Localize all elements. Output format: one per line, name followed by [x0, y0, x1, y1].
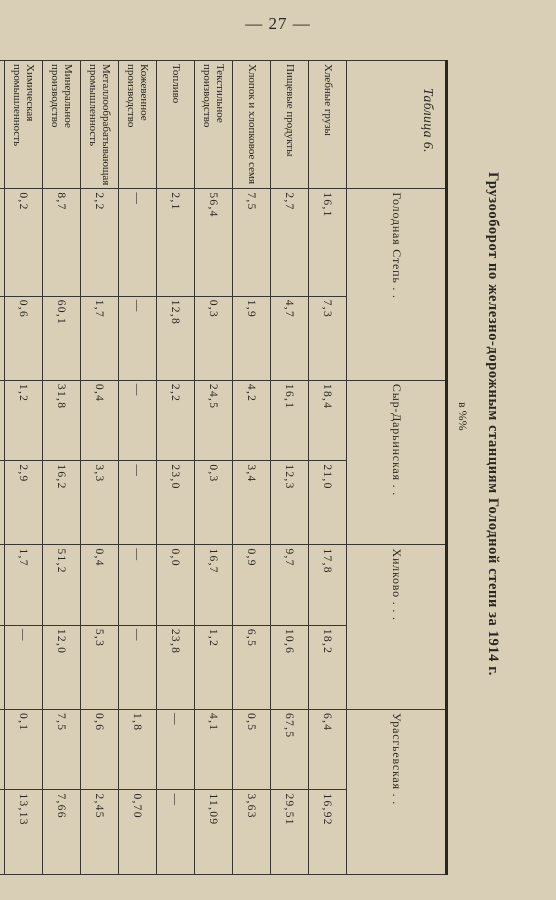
table-cell: 12,8: [157, 296, 195, 380]
table-cell: 10,6: [271, 625, 309, 709]
station-header: Сыр-Дарьинская . .: [347, 380, 447, 545]
table-cell: [0, 461, 5, 545]
table-cell: 29,51: [271, 790, 309, 874]
table-label: Таблица 6.: [421, 88, 436, 154]
table-cell: —: [119, 296, 157, 380]
table-cell: 5,3: [81, 625, 119, 709]
table-cell: 12,3: [271, 461, 309, 545]
table-cell: 7,5: [43, 710, 81, 790]
table-cell: [0, 625, 5, 709]
table-cell: 0,6: [81, 710, 119, 790]
table-cell: —: [157, 710, 195, 790]
table-cell: 6,4: [309, 710, 347, 790]
table-cell: 3,63: [233, 790, 271, 874]
row-label: Кожевенное производство: [119, 61, 157, 189]
table-cell: 7,66: [43, 790, 81, 874]
table-cell: 7,3: [309, 296, 347, 380]
table-cell: 4,1: [195, 710, 233, 790]
table-cell: —: [119, 625, 157, 709]
row-label: Текстильное производство: [195, 61, 233, 189]
table-row: [81, 61, 119, 875]
table-cell: 0,4: [81, 380, 119, 460]
table-cell: [0, 790, 5, 874]
table-cell: 4,7: [271, 296, 309, 380]
table-cell: 18,2: [309, 625, 347, 709]
table-cell: 8,7: [43, 189, 81, 296]
table-cell: 2,2: [81, 189, 119, 296]
table-cell: 3,4: [233, 461, 271, 545]
corner-cell: [347, 61, 447, 189]
table-cell: 2,2: [157, 380, 195, 460]
table-cell: 2,9: [5, 461, 43, 545]
table-cell: 0,3: [195, 296, 233, 380]
table-cell: 21,0: [309, 461, 347, 545]
table-cell: 0,9: [233, 545, 271, 625]
table-cell: 0,3: [195, 461, 233, 545]
rotated-table-page: [0, 52, 500, 862]
table-cell: —: [157, 790, 195, 874]
table-cell: 16,1: [271, 380, 309, 460]
table-cell: 1,2: [195, 625, 233, 709]
station-header: Голодная Степь . .: [347, 189, 447, 381]
row-label: Минеральное производство: [43, 61, 81, 189]
row-label: Хлебные грузы: [309, 61, 347, 189]
row-label: Хлопок и хлопковое семя: [233, 61, 271, 189]
units-label: в %%: [456, 402, 470, 431]
table-cell: 1,8: [119, 710, 157, 790]
table-cell: 7,5: [233, 189, 271, 296]
table-cell: 67,5: [271, 710, 309, 790]
table-cell: [0, 545, 5, 625]
row-label: Металлообрабатывающая промышленность: [81, 61, 119, 189]
table-cell: 0,2: [5, 189, 43, 296]
table-cell: 13,13: [5, 790, 43, 874]
table-cell: 31,8: [43, 380, 81, 460]
table-title: Грузооборот по железно-дорожным станциям Голодной степи за 1914 г.: [485, 172, 501, 677]
table-cell: [0, 380, 5, 460]
table-cell: 23,8: [157, 625, 195, 709]
table-cell: —: [5, 625, 43, 709]
table-cell: 2,45: [81, 790, 119, 874]
table-row: [0, 61, 5, 875]
table-cell: 16,1: [309, 189, 347, 296]
table-cell: 18,4: [309, 380, 347, 460]
table-cell: 16,92: [309, 790, 347, 874]
table-row: [271, 61, 309, 875]
table-cell: 0,4: [81, 545, 119, 625]
page-number: — 27 —: [245, 14, 311, 33]
table-cell: —: [119, 461, 157, 545]
table-row: [157, 61, 195, 875]
table-cell: —: [119, 189, 157, 296]
table-cell: 0,0: [157, 545, 195, 625]
table-cell: [0, 189, 5, 296]
table-row: [5, 61, 43, 875]
table-row: [119, 61, 157, 875]
table-cell: 60,1: [43, 296, 81, 380]
table-cell: 2,1: [157, 189, 195, 296]
row-label: Пищевые продукты: [271, 61, 309, 189]
table-cell: 24,5: [195, 380, 233, 460]
table-row: [195, 61, 233, 875]
table-cell: 2,7: [271, 189, 309, 296]
table-cell: —: [119, 545, 157, 625]
table-cell: 0,6: [5, 296, 43, 380]
row-label: Топливо: [157, 61, 195, 189]
table-cell: 16,7: [195, 545, 233, 625]
table-cell: 9,7: [271, 545, 309, 625]
row-label: Химическая промышленность: [5, 61, 43, 189]
table-cell: 23,0: [157, 461, 195, 545]
table-cell: 1,9: [233, 296, 271, 380]
table-cell: 56,4: [195, 189, 233, 296]
table-row: [233, 61, 271, 875]
row-label: [0, 61, 5, 189]
freight-table: [0, 60, 448, 875]
table-cell: 17,8: [309, 545, 347, 625]
station-header: Хилково . . .: [347, 545, 447, 710]
table-cell: 51,2: [43, 545, 81, 625]
table-cell: 1,7: [5, 545, 43, 625]
table-cell: 4,2: [233, 380, 271, 460]
table-cell: [0, 710, 5, 790]
table-cell: 6,5: [233, 625, 271, 709]
table-cell: 1,7: [81, 296, 119, 380]
table-row: [309, 61, 347, 875]
table-cell: [0, 296, 5, 380]
table-header-row: [347, 61, 447, 875]
table-cell: 11,09: [195, 790, 233, 874]
table-cell: 12,0: [43, 625, 81, 709]
table-cell: 0,1: [5, 710, 43, 790]
station-header: Урасгьевская . .: [347, 710, 447, 875]
table-cell: 3,3: [81, 461, 119, 545]
table-row: [43, 61, 81, 875]
table-cell: 1,2: [5, 380, 43, 460]
table-cell: —: [119, 380, 157, 460]
table-cell: 16,2: [43, 461, 81, 545]
table-cell: 0,5: [233, 710, 271, 790]
table-cell: 0,70: [119, 790, 157, 874]
